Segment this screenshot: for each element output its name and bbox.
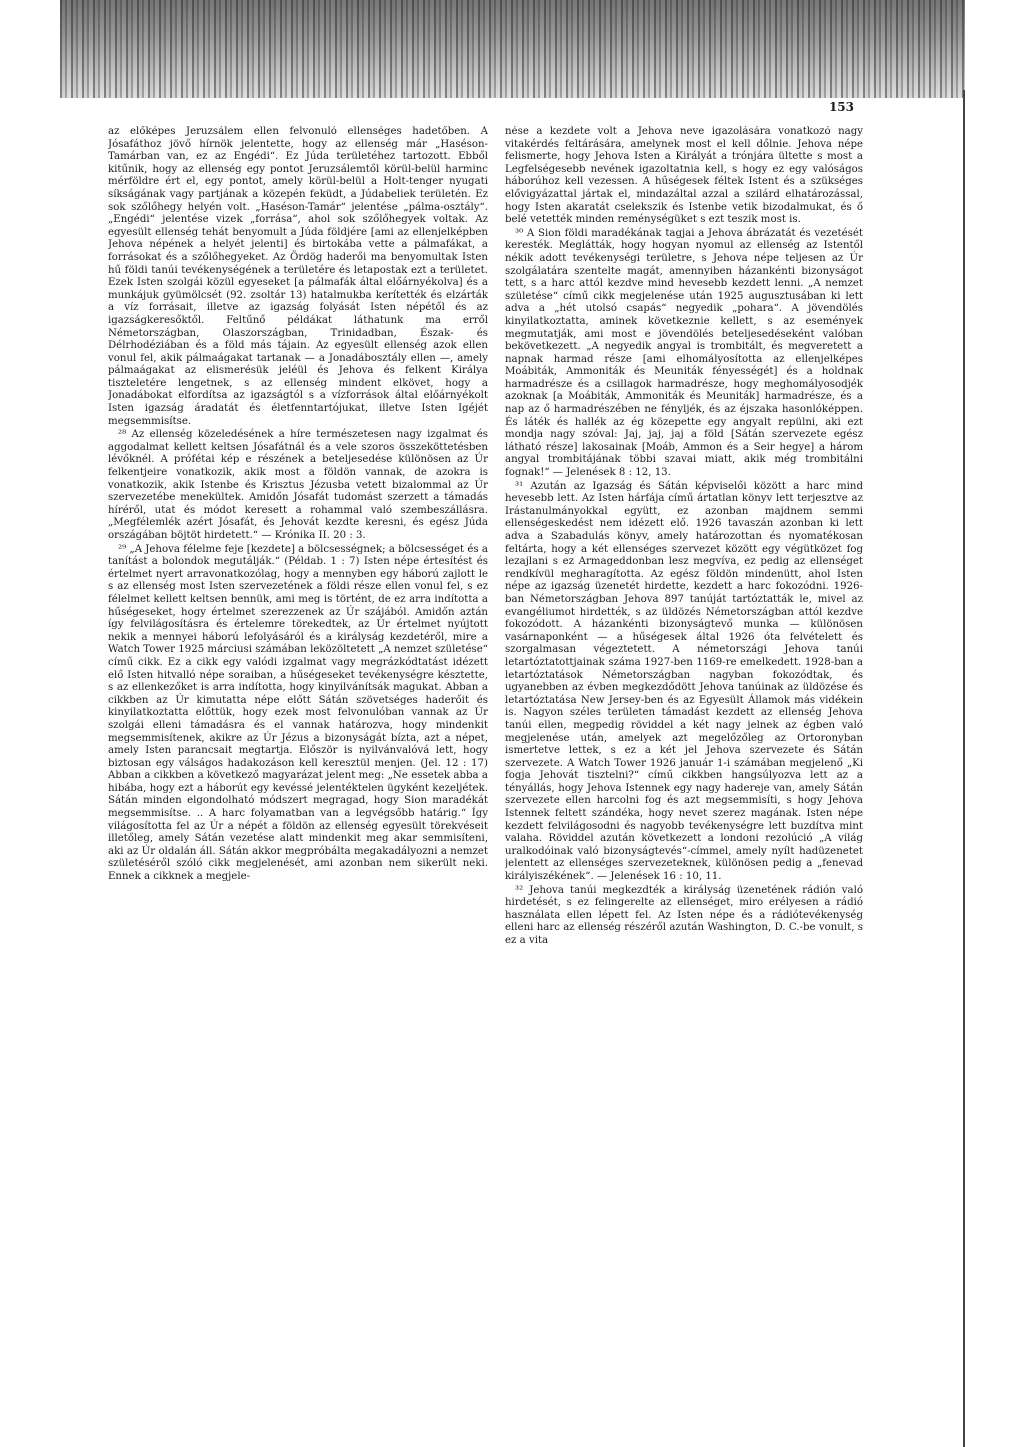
paragraph: ²⁸ Az ellenség közeledésének a híre természetesen nagy izgalmat és aggodalmat kellett keltsen Jósafátnál és a vele szoros összeköttetésben lévőknél. A prófétai kép e részének a beteljesedése különösen az Úr felkentjeire vonatkozik, akik most a földön vannak, de azokra is vonatkozik, akik Istenbe és Krisztus Jézusba vetett bizalommal az Úr szervezetébe menekültek. Amidőn Jósafát tudomást szerzett a támadás híréről, utat és módot keresett a rohammal való szembeszállásra. „Megfélemlék azért Jósafát, és Jehovát kezdte keresni, és egész Júda országában böjtöt hirdetett.“ — Krónika II. 20 : 3. bbox=[108, 429, 488, 541]
page-number: 153 bbox=[828, 100, 854, 114]
paragraph: az előképes Jeruzsálem ellen felvonuló ellenséges hadetőben. A Jósafáthoz jövő hírnök jelentette, hogy az ellenség már „Haséson-Tamárban van, ez az Engédi“. Ez Júda területéhez tartozott. Ebből kitűnik, hogy az ellenség egy pontot Jeruzsálemtől körül-belül harminc mérföldre ért el, egy pontot, amely körül-belül a Holt-tenger nyugati síkságának vagy partjának a közepén feküdt, a Júdabeliek területén. Ez sok szőlőhegy helyén volt. „Haséson-Tamár“ jelentése „pálma-osztály“. „Engédi“ jelentése vizek „forrása“, ahol sok szőlőhegyek voltak. Az egyesült ellenség tehát benyomult a Júda földjére [ami az ellenjelképben Jehova népének a helyét jelenti] és birtokába vette a pálmafákat, a forrásokat és a szőlőhegyeket. Az Ördög haderői ma benyomultak Isten hű földi tanúi tevékenységének a területére és letapostak ezt a területet. Ezek Isten szolgái közül egyeseket [a pálmafák által előárnyékolva] és a munkájuk gyümölcsét (92. zsoltár 13) hatalmukba kerítették és elzárták a víz forrásait, illetve az igazság folyását Isten népétől és az igazságkeresőktől. Feltűnő példákat láthatunk ma erről Németországban, Olaszországban, Trinidadban, Észak- és Délrhodéziában és a föld más tájain. Az egyesült ellenség azok ellen vonul fel, akik pálmaágakat tartanak — a Jonadábosztály ellen —, amely pálmaágakat az elismerésük jeléül és Jehova és felkent Királya tiszteletére lengetnek, s az ellenség mindent elkövet, hogy a Jonadábokat elfordítsa az igazságtól s a vízforrások által előárnyékolt Isten igazság áradatát és életfenntartójukat, illetve Isten Igéjét megsemmisítse. bbox=[108, 126, 488, 427]
page-edge-line bbox=[963, 90, 965, 1447]
paragraph: nése a kezdete volt a Jehova neve igazolására vonatkozó nagy vitakérdés feltárására, amelynek most el kell dőlnie. Jehova népe felismerte, hogy Jehova Isten a Királyát a trónjára ültette s most a Legfelségesebb nevének igazoltatnia kell, s hogy ez egy valóságos háborúhoz kell vezessen. A hűségesek féltek Istent és a szükséges elővigyázattal jártak el, mindazáltal azzal a szilárd elhatározással, hogy Isten akaratát cselekszik és Istenbe vetik bizodalmukat, és ő belé vetették minden reménységüket s ezt teszik most is. bbox=[505, 126, 863, 226]
paragraph: ³¹ Azután az Igazság és Sátán képviselői között a harc mind hevesebb lett. Az Isten hárfája című ártatlan könyv lett terjesztve az Irástanulmányokkal együtt, ez azonban majdnem semmi ellenségeskedést nem idézett elő. 1926 tavaszán azonban ki lett adva a Szabadulás könyv, amely határozottan és nyomatékosan feltárta, hogy a két ellenséges szervezet között egy végütközet fog lezajlani s ez Armageddonban lesz megvíva, ez pedig az ellenséget rendkívül megharagította. Az egész földön mindenütt, ahol Isten népe az igazság üzenetét hirdette, kezdett a harc fokozódni. 1926-ban Németországban Jehova 897 tanúját tartóztatták le, mivel az evangéliumot hirdették, s az üldözés Németországban attól kezdve fokozódott. A házankénti bizonyságtevő munka — különösen vasárnaponként — a hűségesek által 1926 óta felvételett és szorgalmasan végeztetett. A németországi Jehova tanúi letartóztatottjainak száma 1927-ben 1169-re emelkedett. 1928-ban a letartóztatások Németországban nagyban fokozódtak, és ugyanebben az évben megkezdődött Jehova tanúinak az üldözése és letartóztatása New Jersey-ben és az Egyesült Államok más vidékein is. Nagyon széles területen támadást kezdett az ellenség Jehova tanúi ellen, megpedig röviddel a két nagy jelnek az égben való megjelenése után, amelyek azt megelőzőleg az Ortoronyban ismertetve lettek, s ez a két jel Jehova szervezete és Sátán szervezete. A Watch Tower 1926 január 1-i számában megjelenő „Ki fogja Jehovát tisztelni?“ című cikkben hangsúlyozva lett az a tényállás, hogy Jehova Istennek egy nagy hadereje van, amely Sátán szervezete ellen harcolni fog és azt megsemmisíti, s hogy Jehova Istennek feltett szándéka, hogy nevet szerez magának. Isten népe kezdett felvilágosodni és nagyobb tevékenységre lett buzdítva mint valaha. Röviddel azután következett a londoni rezolúció „A világ uralkodóinak való bizonyságtevés“-címmel, amely nyílt hadüzenetet jelentett az ellenséges szervezeteknek, különösen pedig a „fenevad királyiszékének“. — Jelenések 16 : 10, 11. bbox=[505, 480, 863, 883]
paragraph: ²⁹ „A Jehova félelme feje [kezdete] a bölcsességnek; a bölcsességet és a tanítást a bolondok megutálják.“ (Példab. 1 : 7) Isten népe értesítést és értelmet nyert arravonatkozólag, hogy a mennyben egy háború zajlott le s az ellenség most Isten szervezetének a földi része ellen vonul fel, s ez félelmet kellett keltsen bennük, ami meg is történt, de ez arra indította a hűségeseket, hogy értelmet szerezzenek az Úr szájából. Amidőn aztán így felvilágosításra és értelemre törekedtek, az Úr értelmet nyújtott nekik a mennyei háború lefolyásáról és a királyság kezdetéről, mire a Watch Tower 1925 márciusi számában leközöltetett „A nemzet születése“ című cikk. Ez a cikk egy valódi izgalmat vagy megrázkódtatást idézett elő Isten hitvalló népe soraiban, a hűségeseket tevékenységre késztette, s az ellenkezőket is arra indította, hogy kinyilvánítsák magukat. Abban a cikkben az Úr kimutatta népe előtt Sátán szövetséges haderőit és kinyilatkoztatta előttük, hogy ezek most felvonulóban vannak az Úr szolgái elleni támadásra és el vannak határozva, hogy mindenkit megsemmisítenek, akikre az Úr Jézus a bizonyságát bízta, azt a népet, amely Isten parancsait megtartja. Először is nyilvánvalóvá lett, hogy biztosan egy válságos hadakozáson kell keresztül menjen. (Jel. 12 : 17) Abban a cikkben a következő magyarázat jelent meg: „Ne essetek abba a hibába, hogy ezt a háborút egy kevéssé jelentéktelen ügyként kezeljétek. Sátán minden elgondolható módszert megragad, hogy Sion maradékát megsemmisítse. .. A harc folyamatban van a legvégsőbb határig.“ Így világosította fel az Úr a népét a földön az ellenség egyesült törekvéseit illetőleg, amely Sátán vezetése alatt mindenkit meg akar semmisíteni, aki az Úr oldalán áll. Sátán akkor megpróbálta megakadályozni a nemzet születéséről szóló cikk megjelenését, ami azonban nem sikerült neki. Ennek a cikknek a megjele- bbox=[108, 543, 488, 883]
left-column bbox=[108, 126, 488, 1396]
right-column bbox=[505, 126, 863, 1396]
scan-shadow-band bbox=[60, 0, 965, 98]
paragraph: ³² Jehova tanúi megkezdték a királyság üzenetének rádión való hirdetését, s ez felingerelte az ellenséget, miro erélyesen a rádió használata ellen lépett fel. Az Isten népe és a rádiótevékenység elleni harc az ellenség részéről azután Washington, D. C.-be vonult, s ez a vita bbox=[505, 884, 863, 946]
paragraph: ³⁰ A Sion földi maradékának tagjai a Jehova ábrázatát és vezetését keresték. Meglátták, hogy hogyan nyomul az ellenség az Istentől nékik adott tevékenységi területre, s Jehova népe teljesen az Úr szolgálatára szentelte magát, amennyiben házankénti bizonyságot tett, s a harc attól kezdve mind hevesebb kezdett lenni. „A nemzet születése“ című cikk megjelenése után 1925 augusztusában ki lett adva a „hét utolsó csapás“ negyedik „pohara“. A jövendölés kinyilatkoztatta, aminek következnie kellett, s az események megmutatják, ami most e jövendölés beteljesedéseként valóban bekövetkezett. „A negyedik angyal is trombitált, és megveretett a napnak harmad része [ami elhomályosította az ellenjelképes Moábiták, Ammoniták és Meuniták fényességét] és a holdnak harmadrésze és a csillagok harmadrésze, hogy meghomályosodjék azoknak [a Moábiták, Ammoniták és Meuniták] harmadrésze, és a nap az ő harmadrészében ne fényljék, és az éjszaka hasonlóképpen. És láték és hallék az ég közepette egy angyalt repülni, aki ezt mondja nagy szóval: Jaj, jaj, jaj a föld [Sátán szervezete egész látható része] lakosainak [Moáb, Ammon és a Seir hegye] a három angyal trombitájának többi szavai miatt, akik még trombitálni fognak!“ — Jelenések 8 : 12, 13. bbox=[505, 227, 863, 479]
